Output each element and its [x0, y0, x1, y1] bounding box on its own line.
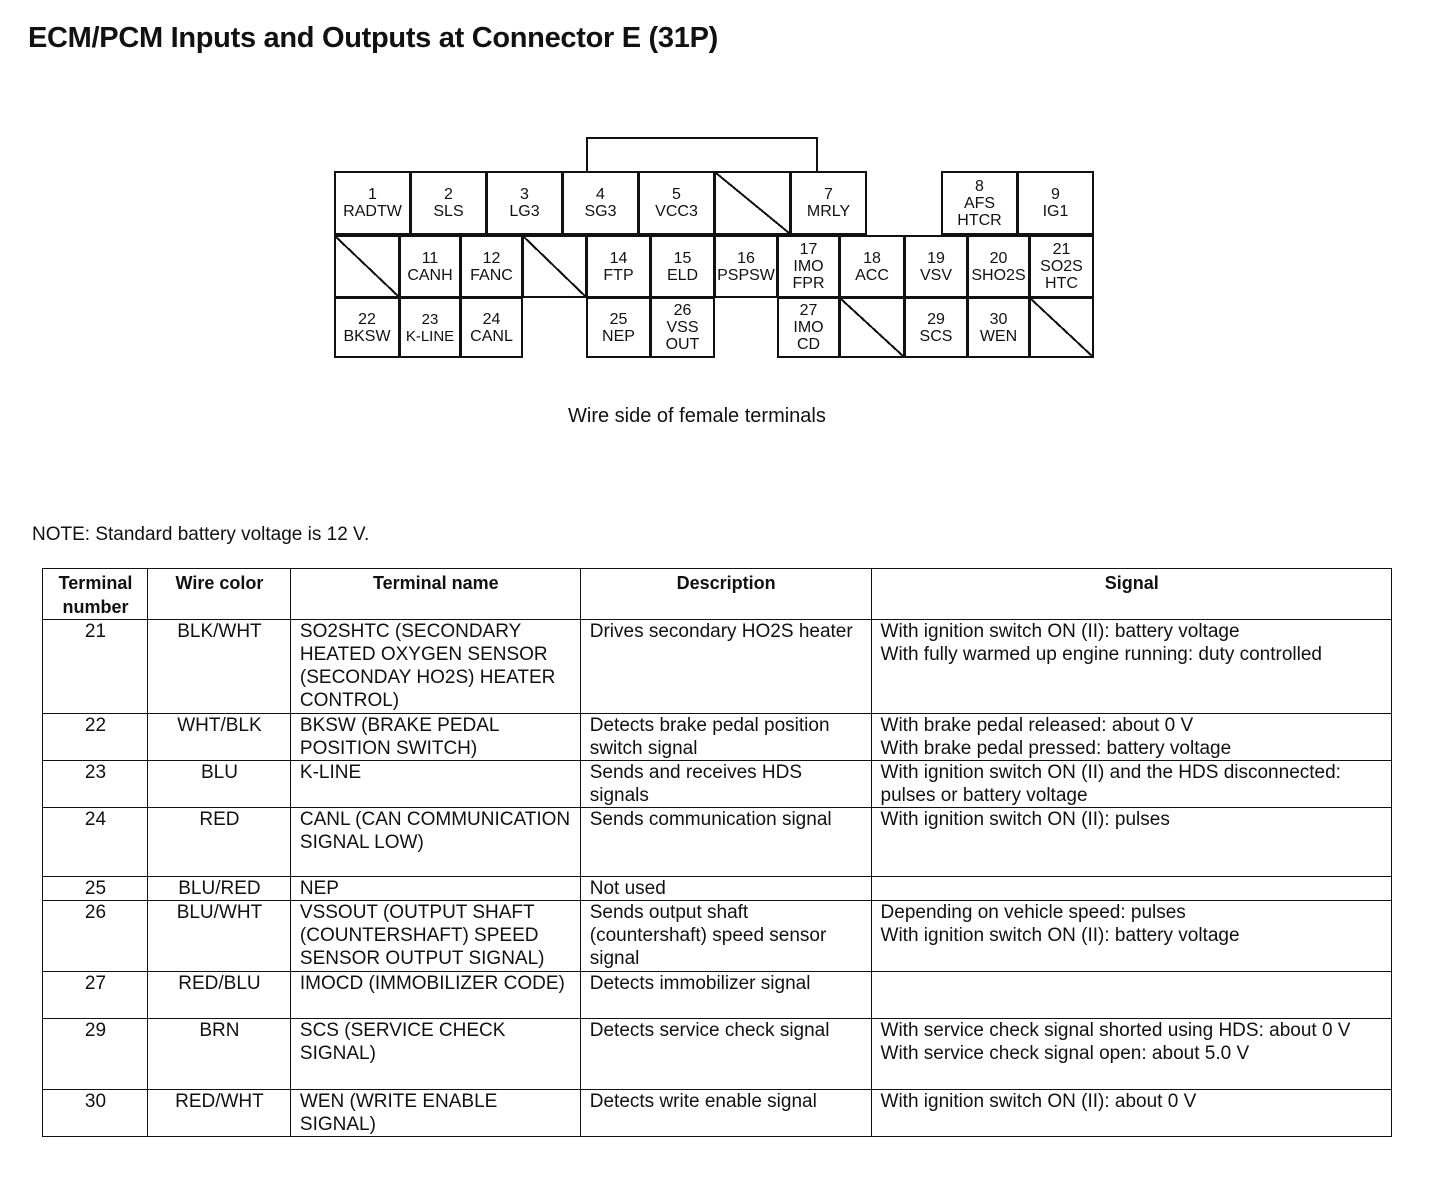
description-cell: Sends and receives HDS signals — [580, 761, 871, 808]
table-row — [43, 761, 1392, 808]
terminal-label: K-LINE — [405, 327, 455, 345]
page-title: ECM/PCM Inputs and Outputs at Connector E (31P) — [28, 22, 718, 54]
signal-cell — [871, 620, 1391, 714]
terminal-number: 2 — [444, 186, 453, 203]
terminal-number: 19 — [927, 249, 945, 267]
terminal-number-cell: 25 — [43, 877, 148, 901]
terminal-number: 29 — [927, 310, 945, 328]
terminal-number-cell: 30 — [43, 1090, 148, 1137]
terminal-label: RADTW — [343, 203, 402, 220]
terminal-number: 17 — [799, 241, 818, 258]
terminal-number-cell: 21 — [43, 620, 148, 714]
signal-cell — [871, 808, 1391, 877]
terminal-number-cell: 23 — [43, 761, 148, 808]
wire-color-cell: BLU/WHT — [147, 901, 290, 972]
description-cell: Sends output shaft (countershaft) speed sensor signal — [580, 901, 871, 972]
terminal-cell-16 — [714, 235, 778, 298]
terminal-cell-15 — [650, 235, 715, 298]
terminal-number: 16 — [737, 249, 755, 267]
description-cell: Detects write enable signal — [580, 1090, 871, 1137]
header-terminal-number: Terminal number — [43, 569, 148, 620]
signal-line: With ignition switch ON (II): about 0 V — [880, 1091, 1197, 1112]
terminal-label: SCS — [919, 327, 953, 345]
terminal-name-cell: K-LINE — [290, 761, 580, 808]
terminal-number: 23 — [421, 310, 439, 328]
terminal-cell-25 — [586, 297, 651, 358]
terminal-label: FTP — [603, 266, 634, 284]
terminal-cell-2 — [410, 171, 487, 235]
signal-line: With ignition switch ON (II): battery voltage — [880, 925, 1240, 946]
table-row — [43, 620, 1392, 714]
terminal-number: 14 — [609, 249, 628, 267]
terminal-label: PSPSW — [717, 266, 775, 284]
terminal-label: SLS — [433, 203, 464, 220]
wire-color-cell: BRN — [147, 1019, 290, 1090]
terminal-name-cell: VSSOUT (OUTPUT SHAFT (COUNTERSHAFT) SPEED SENSOR OUTPUT SIGNAL) — [290, 901, 580, 972]
terminal-cell-3 — [486, 171, 563, 235]
terminal-cell-23 — [399, 297, 461, 358]
terminal-number: 8 — [975, 177, 984, 195]
signal-line: With fully warmed up engine running: duty controlled — [880, 644, 1322, 665]
terminal-name-cell: SO2SHTC (SECONDARY HEATED OXYGEN SENSOR (SECONDAY HO2S) HEATER CONTROL) — [290, 620, 580, 714]
header-terminal-name: Terminal name — [290, 569, 580, 620]
empty-terminal-cell — [1029, 297, 1094, 358]
terminal-name-cell: WEN (WRITE ENABLE SIGNAL) — [290, 1090, 580, 1137]
terminal-label: VCC3 — [655, 203, 698, 220]
terminal-number: 7 — [824, 186, 833, 203]
terminal-cell-1 — [334, 171, 411, 235]
terminal-label: SG3 — [584, 203, 617, 220]
terminal-number: 22 — [358, 310, 376, 328]
terminal-label: ELD — [666, 266, 699, 284]
description-cell: Detects brake pedal position switch signal — [580, 714, 871, 761]
terminal-cell-7 — [790, 171, 867, 235]
terminal-label: CD — [796, 336, 821, 353]
terminal-number: 11 — [421, 249, 439, 267]
terminal-label: FPR — [792, 275, 825, 292]
terminal-cell-20 — [967, 235, 1030, 298]
terminal-table — [42, 568, 1392, 1137]
empty-terminal-cell — [714, 171, 791, 235]
signal-line: With service check signal open: about 5.0 V — [880, 1043, 1250, 1064]
header-wire-color: Wire color — [147, 569, 290, 620]
terminal-number-cell: 22 — [43, 714, 148, 761]
terminal-cell-12 — [460, 235, 523, 298]
signal-cell — [871, 972, 1391, 1019]
terminal-number: 5 — [672, 186, 681, 203]
battery-note: NOTE: Standard battery voltage is 12 V. — [32, 524, 370, 545]
signal-cell — [871, 761, 1391, 808]
wire-color-cell: RED — [147, 808, 290, 877]
terminal-label: VSS — [666, 319, 699, 336]
terminal-cell-30 — [967, 297, 1030, 358]
wire-color-cell: RED/BLU — [147, 972, 290, 1019]
signal-cell — [871, 877, 1391, 901]
terminal-label: NEP — [602, 327, 635, 345]
empty-terminal-cell — [839, 297, 905, 358]
signal-cell — [871, 901, 1391, 972]
terminal-cell-14 — [586, 235, 651, 298]
terminal-label: WEN — [979, 327, 1018, 345]
terminal-number: 24 — [482, 310, 501, 328]
table-row — [43, 901, 1392, 972]
terminal-label: ACC — [855, 266, 889, 284]
signal-line: Depending on vehicle speed: pulses — [880, 902, 1186, 923]
table-row — [43, 808, 1392, 877]
table-row — [43, 714, 1392, 761]
terminal-label: MRLY — [806, 203, 851, 220]
terminal-label: HTCR — [957, 211, 1002, 229]
terminal-label: CANL — [470, 327, 513, 345]
terminal-label: VSV — [919, 266, 952, 284]
description-cell: Not used — [580, 877, 871, 901]
terminal-cell-11 — [399, 235, 461, 298]
terminal-cell-9 — [1017, 171, 1094, 235]
wire-color-cell: BLU — [147, 761, 290, 808]
terminal-label: SO2S — [1040, 258, 1083, 275]
empty-terminal-cell — [522, 235, 587, 298]
header-signal: Signal — [871, 569, 1391, 620]
signal-line: With ignition switch ON (II): battery voltage — [880, 621, 1240, 642]
terminal-number: 30 — [989, 310, 1008, 328]
table-row — [43, 1019, 1392, 1090]
terminal-number: 15 — [673, 249, 692, 267]
description-cell: Detects immobilizer signal — [580, 972, 871, 1019]
header-description: Description — [580, 569, 871, 620]
terminal-cell-26 — [650, 297, 715, 358]
connector-caption: Wire side of female terminals — [568, 405, 826, 427]
terminal-number-cell: 26 — [43, 901, 148, 972]
signal-cell — [871, 1019, 1391, 1090]
table-row — [43, 1090, 1392, 1137]
terminal-name-cell: BKSW (BRAKE PEDAL POSITION SWITCH) — [290, 714, 580, 761]
terminal-number-cell: 29 — [43, 1019, 148, 1090]
terminal-label: FANC — [470, 266, 513, 284]
signal-line: With ignition switch ON (II): pulses — [880, 809, 1170, 830]
signal-cell — [871, 1090, 1391, 1137]
terminal-name-cell: SCS (SERVICE CHECK SIGNAL) — [290, 1019, 580, 1090]
signal-line: With ignition switch ON (II) and the HDS disconnected: pulses or battery voltage — [880, 762, 1341, 806]
terminal-number: 3 — [520, 186, 529, 203]
terminal-name-cell: NEP — [290, 877, 580, 901]
terminal-number: 25 — [609, 310, 628, 328]
terminal-label: IMO — [793, 319, 824, 336]
terminal-name-cell: IMOCD (IMMOBILIZER CODE) — [290, 972, 580, 1019]
wire-color-cell: WHT/BLK — [147, 714, 290, 761]
connector-lock-tab — [586, 137, 818, 173]
terminal-label: CANH — [407, 266, 453, 284]
description-cell: Sends communication signal — [580, 808, 871, 877]
terminal-cell-29 — [904, 297, 968, 358]
terminal-label: IMO — [793, 258, 824, 275]
empty-terminal-cell — [334, 235, 400, 298]
terminal-number-cell: 27 — [43, 972, 148, 1019]
terminal-label: IG1 — [1042, 203, 1069, 220]
terminal-number: 9 — [1051, 186, 1060, 203]
description-cell: Drives secondary HO2S heater — [580, 620, 871, 714]
table-header-row — [43, 569, 1392, 620]
wire-color-cell: BLK/WHT — [147, 620, 290, 714]
terminal-cell-4 — [562, 171, 639, 235]
terminal-number: 1 — [368, 186, 377, 203]
terminal-label: SHO2S — [971, 266, 1026, 284]
terminal-cell-19 — [904, 235, 968, 298]
terminal-number: 12 — [482, 249, 501, 267]
terminal-cell-17 — [777, 235, 840, 298]
terminal-cell-22 — [334, 297, 400, 358]
signal-line: With brake pedal released: about 0 V — [880, 715, 1194, 736]
wire-color-cell: RED/WHT — [147, 1090, 290, 1137]
table-row — [43, 877, 1392, 901]
signal-cell — [871, 714, 1391, 761]
signal-line: With brake pedal pressed: battery voltage — [880, 738, 1232, 759]
terminal-label: AFS — [963, 194, 996, 212]
terminal-number: 4 — [596, 186, 605, 203]
terminal-number: 18 — [863, 249, 881, 267]
wire-color-cell: BLU/RED — [147, 877, 290, 901]
terminal-cell-24 — [460, 297, 523, 358]
table-row — [43, 972, 1392, 1019]
terminal-cell-8 — [941, 171, 1018, 235]
terminal-number: 27 — [799, 302, 818, 319]
terminal-label: OUT — [665, 336, 700, 353]
terminal-number: 21 — [1052, 241, 1071, 258]
terminal-number-cell: 24 — [43, 808, 148, 877]
terminal-number: 20 — [989, 249, 1008, 267]
terminal-cell-21 — [1029, 235, 1094, 298]
terminal-label: HTC — [1045, 275, 1078, 292]
terminal-name-cell: CANL (CAN COMMUNICATION SIGNAL LOW) — [290, 808, 580, 877]
terminal-cell-27 — [777, 297, 840, 358]
terminal-cell-5 — [638, 171, 715, 235]
terminal-cell-18 — [839, 235, 905, 298]
terminal-label: BKSW — [343, 327, 391, 345]
terminal-number: 26 — [673, 302, 692, 319]
signal-line: With service check signal shorted using HDS: about 0 V — [880, 1020, 1351, 1041]
terminal-label: LG3 — [509, 203, 540, 220]
description-cell: Detects service check signal — [580, 1019, 871, 1090]
